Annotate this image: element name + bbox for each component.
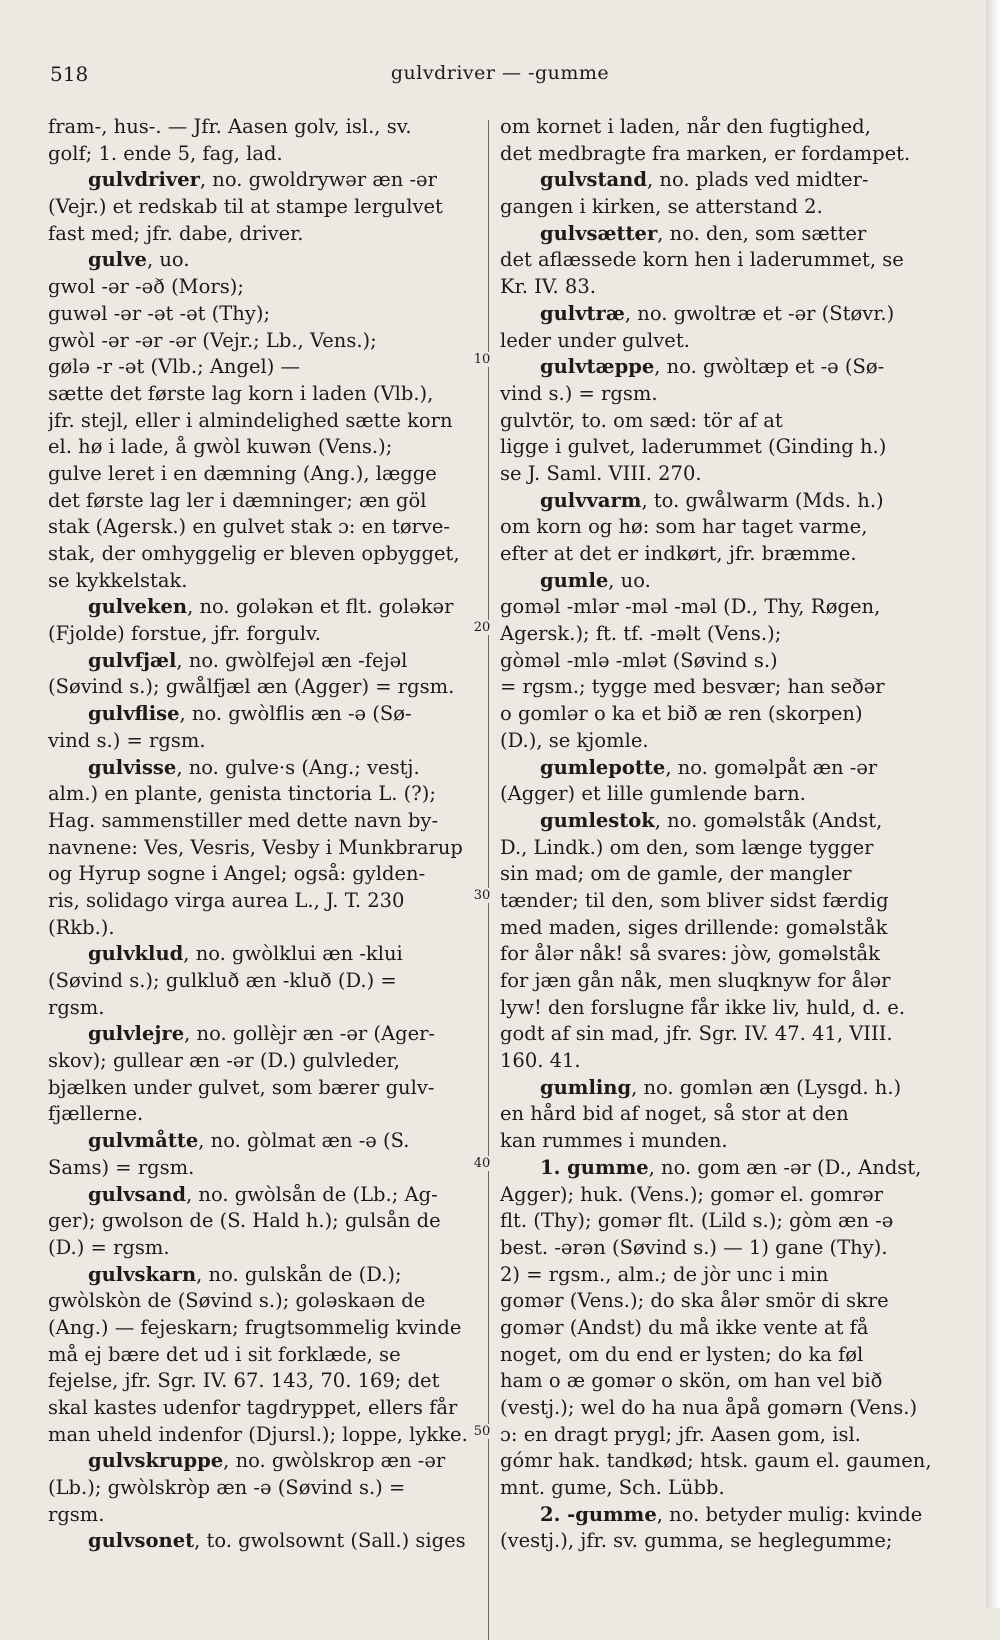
text-line: golf; 1. ende 5, fag, lad. xyxy=(48,141,283,165)
text-line: vind s.) = rgsm. xyxy=(500,381,658,405)
text-line xyxy=(500,488,938,515)
entry-text: , uo. xyxy=(146,248,190,272)
text-line xyxy=(500,1075,938,1102)
entry-text: , no. gwòlfejəl æn -fejəl xyxy=(176,648,408,672)
page-header xyxy=(0,62,1000,98)
headword: gumling xyxy=(540,1075,632,1099)
text-line: (vestj.), jfr. sv. gumma, se heglegumme; xyxy=(500,1529,893,1553)
text-line: efter at det er indkørt, jfr. bræmme. xyxy=(500,542,857,565)
headword: gumlepotte xyxy=(540,755,666,779)
text-line: sætte det første lag korn i laden (Vlb.), xyxy=(48,381,434,405)
text-line: vind s.) = rgsm. xyxy=(48,728,206,752)
text-line: en hård bid af noget, så stor at den xyxy=(500,1102,849,1126)
text-line: det aflæssede korn hen i laderummet, se xyxy=(500,248,904,272)
text-line xyxy=(48,1021,486,1048)
text-line: gómr hak. tandkød; htsk. gaum el. gaumen, xyxy=(500,1449,932,1473)
text-line: (Søvind s.); gwålfjæl æn (Agger) = rgsm. xyxy=(48,675,455,699)
text-line: om kornet i laden, når den fugtighed, xyxy=(500,115,871,138)
text-line xyxy=(500,755,938,782)
text-line: goməl -mlər -məl -məl (D., Thy, Røgen, xyxy=(500,595,881,619)
left-column xyxy=(48,114,486,1555)
entry-text: , uo. xyxy=(608,568,651,592)
headword: gulvdriver xyxy=(88,168,200,192)
text-line xyxy=(48,1182,486,1209)
text-line: leder under gulvet. xyxy=(500,328,690,352)
text-line: mnt. gume, Sch. Lübb. xyxy=(500,1476,725,1500)
text-line: flt. (Thy); gomər flt. (Lild s.); gòm æn -ə xyxy=(500,1209,894,1233)
headword: gulvflise xyxy=(88,702,180,726)
entry-text: , to. gwolsownt (Sall.) siges xyxy=(194,1529,466,1553)
text-line: (D.) = rgsm. xyxy=(48,1235,170,1259)
text-line: gòməl -mlə -mlət (Søvind s.) xyxy=(500,648,778,672)
entry-text: , no. plads ved midter- xyxy=(646,168,869,192)
right-column xyxy=(500,114,938,1555)
text-line: gomər (Vens.); do ska ålər smör di skre xyxy=(500,1289,889,1313)
text-line: 2) = rgsm., alm.; de jòr unc i min xyxy=(500,1262,829,1286)
headword: gulvskruppe xyxy=(88,1449,224,1473)
text-line: el. hø i lade, å gwòl kuwən (Vens.); xyxy=(48,435,393,459)
text-line: kan rummes i munden. xyxy=(500,1129,728,1153)
headword: gumlestok xyxy=(540,808,655,832)
text-line: best. -ərən (Søvind s.) — 1) gane (Thy). xyxy=(500,1235,888,1259)
line-number: 20 xyxy=(469,620,495,635)
text-line: skal kastes udenfor tagdryppet, ellers får xyxy=(48,1396,458,1419)
text-line: sin mad; om de gamle, der mangler xyxy=(500,862,852,886)
entry-text: , no. gwòlsån de (Lb.; Ag- xyxy=(185,1182,438,1206)
line-number: 40 xyxy=(469,1156,495,1171)
headword: gulvfjæl xyxy=(88,648,177,672)
text-line: med maden, siges drillende: goməlståk xyxy=(500,915,888,939)
text-line: gwòl -ər -ər -ər (Vejr.; Lb., Vens.); xyxy=(48,328,377,352)
text-line: rgsm. xyxy=(48,995,105,1019)
text-line: ɔ: en dragt prygl; jfr. Aasen gom, isl. xyxy=(500,1422,861,1446)
text-line: Sams) = rgsm. xyxy=(48,1155,195,1179)
text-line: fjællerne. xyxy=(48,1102,144,1126)
text-line: gølə -r -ət (Vlb.; Angel) — xyxy=(48,355,301,379)
text-line xyxy=(500,221,938,248)
headword: 2. -gumme xyxy=(540,1502,657,1526)
text-line: (Agger) et lille gumlende barn. xyxy=(500,782,806,806)
text-line: ris, solidago virga aurea L., J. T. 230 xyxy=(48,888,405,912)
text-line xyxy=(48,648,486,675)
headword: gulveken xyxy=(88,595,188,619)
text-line xyxy=(500,808,938,835)
text-line: fejelse, jfr. Sgr. IV. 67. 143, 70. 169; det xyxy=(48,1369,440,1393)
headword: gulvklud xyxy=(88,942,184,966)
text-line: navnene: Ves, Vesris, Vesby i Munkbrarup xyxy=(48,835,463,859)
text-line xyxy=(500,1502,938,1529)
text-line: alm.) en plante, genista tinctoria L. (?); xyxy=(48,782,436,806)
text-line: gomər (Andst) du må ikke vente at få xyxy=(500,1315,869,1339)
text-line xyxy=(500,301,938,328)
entry-text: , no. gulve·s (Ang.; vestj. xyxy=(176,755,420,779)
text-line: stak, der omhyggelig er bleven opbygget, xyxy=(48,542,460,565)
text-line xyxy=(48,594,486,621)
headword: gulvtæppe xyxy=(540,355,655,379)
text-line xyxy=(48,1528,486,1555)
line-number: 50 xyxy=(469,1424,495,1439)
text-line: (D.), se kjomle. xyxy=(500,728,649,752)
text-line: gulvtör, to. om sæd: tör af at xyxy=(500,408,783,432)
text-line: gangen i kirken, se atterstand 2. xyxy=(500,195,823,219)
headword: gulvtræ xyxy=(540,301,625,325)
entry-text: , no. goləkən et flt. goləkər xyxy=(187,595,454,619)
text-line: stak (Agersk.) en gulvet stak ɔ: en tørve- xyxy=(48,515,451,539)
text-line: (Søvind s.); gulkluð æn -kluð (D.) = xyxy=(48,969,397,992)
line-number: 30 xyxy=(469,888,495,903)
text-line xyxy=(48,941,486,968)
text-line: = rgsm.; tygge med besvær; han seðər xyxy=(500,675,885,699)
text-line: (Rkb.). xyxy=(48,915,115,939)
text-line: man uheld indenfor (Djursl.); loppe, lykke. xyxy=(48,1422,468,1446)
text-line: noget, om du end er lysten; do ka føl xyxy=(500,1342,864,1366)
text-line xyxy=(48,1448,486,1475)
entry-text: , no. goməlpåt æn -ər xyxy=(665,755,878,779)
headword: gulvsonet xyxy=(88,1529,195,1553)
text-line xyxy=(48,167,486,194)
text-line: guwəl -ər -ət -ət (Thy); xyxy=(48,301,271,325)
text-line xyxy=(500,568,938,595)
text-line: lyw! den forslugne får ikke liv, huld, d. e. xyxy=(500,995,906,1019)
text-line: Hag. sammenstiller med dette navn by- xyxy=(48,808,439,832)
entry-text: , no. gwoltræ et -ər (Støvr.) xyxy=(624,301,895,325)
page-number: 518 xyxy=(50,62,89,86)
text-line: ligge i gulvet, laderummet (Ginding h.) xyxy=(500,435,887,459)
text-line xyxy=(48,247,486,274)
text-line: ham o æ gomər o skön, om han vel bið xyxy=(500,1369,883,1393)
text-line: (Lb.); gwòlskròp æn -ə (Søvind s.) = xyxy=(48,1476,406,1500)
headword: gulvmåtte xyxy=(88,1129,199,1153)
text-line: se J. Saml. VIII. 270. xyxy=(500,461,702,485)
text-line xyxy=(48,755,486,782)
entry-text: , no. gwòlklui æn -klui xyxy=(183,942,403,966)
text-line: (Vejr.) et redskab til at stampe lergulvet xyxy=(48,195,443,219)
headword: gulvskarn xyxy=(88,1262,197,1286)
text-line: rgsm. xyxy=(48,1502,105,1526)
text-line: tænder; til den, som bliver sidst færdig xyxy=(500,888,889,912)
headword: gulvvarm xyxy=(540,488,642,512)
text-line: ger); gwolson de (S. Hald h.); gulsån de xyxy=(48,1209,441,1233)
text-line: gwol -ər -əð (Mors); xyxy=(48,275,244,299)
entry-text: , no. gwòlskrop æn -ər xyxy=(223,1449,446,1473)
text-line: 160. 41. xyxy=(500,1049,581,1073)
text-line xyxy=(500,167,938,194)
text-line: for ålər nåk! så svares: jòw, goməlståk xyxy=(500,942,880,966)
text-line: se kykkelstak. xyxy=(48,568,188,592)
text-line: Agersk.); ft. tf. -məlt (Vens.); xyxy=(500,622,782,646)
entry-text: , no. betyder mulig: kvinde xyxy=(656,1502,923,1526)
text-line: (Fjolde) forstue, jfr. forgulv. xyxy=(48,622,321,646)
headword: gulve xyxy=(88,248,147,272)
text-line: bjælken under gulvet, som bærer gulv- xyxy=(48,1075,435,1099)
text-line xyxy=(500,1155,938,1182)
text-line xyxy=(48,701,486,728)
entry-text: , no. gollèjr æn -ər (Ager- xyxy=(184,1022,436,1046)
headword: gulvisse xyxy=(88,755,177,779)
text-line: Agger); huk. (Vens.); gomər el. gomrər xyxy=(500,1182,884,1206)
entry-text: , no. gwòltæp et -ə (Sø- xyxy=(654,355,885,379)
text-line: gwòlskòn de (Søvind s.); goləskaən de xyxy=(48,1289,426,1313)
text-line: Kr. IV. 83. xyxy=(500,275,596,299)
entry-text: , no. gulskån de (D.); xyxy=(196,1262,402,1286)
text-line: D., Lindk.) om den, som længe tygger xyxy=(500,835,874,859)
text-line: jfr. stejl, eller i almindelighed sætte korn xyxy=(48,408,453,432)
text-line: må ej bære det ud i sit forklæde, se xyxy=(48,1342,401,1366)
headword: gulvstand xyxy=(540,168,647,192)
text-line xyxy=(48,1262,486,1289)
entry-text: , no. gòlmat æn -ə (S. xyxy=(198,1129,410,1153)
text-line: fast med; jfr. dabe, driver. xyxy=(48,221,304,245)
entry-text: , no. den, som sætter xyxy=(657,221,867,245)
entry-text: , no. gom æn -ər (D., Andst, xyxy=(648,1155,922,1179)
entry-text: , to. gwålwarm (Mds. h.) xyxy=(641,488,884,512)
text-line: for jæn gån nåk, men sluqknyw for ålər xyxy=(500,969,891,992)
entry-text: , no. gwòlflis æn -ə (Sø- xyxy=(179,702,412,726)
entry-text: , no. gwoldrywər æn -ər xyxy=(199,168,437,192)
headword: 1. gumme xyxy=(540,1155,649,1179)
headword: gumle xyxy=(540,568,609,592)
column-divider xyxy=(488,120,489,1640)
headword: gulvsætter xyxy=(540,221,658,245)
text-line xyxy=(500,354,938,381)
running-title: gulvdriver — -gumme xyxy=(390,62,610,84)
line-number: 10 xyxy=(469,352,495,367)
entry-text: , no. goməlståk (Andst, xyxy=(654,808,883,832)
page-edge xyxy=(986,0,1000,1608)
text-line: om korn og hø: som har taget varme, xyxy=(500,515,868,539)
text-line: (Ang.) — fejeskarn; frugtsommelig kvinde xyxy=(48,1315,462,1339)
text-line: fram-, hus-. — Jfr. Aasen golv, isl., sv. xyxy=(48,115,412,138)
text-line: og Hyrup sogne i Angel; også: gylden- xyxy=(48,862,426,886)
text-line: gulve leret i en dæmning (Ang.), lægge xyxy=(48,461,437,485)
text-line: det første lag ler i dæmninger; æn göl xyxy=(48,488,427,512)
text-line: (vestj.); wel do ha nua åpå gomərn (Vens.) xyxy=(500,1396,918,1419)
headword: gulvsand xyxy=(88,1182,186,1206)
text-line: o gomlər o ka et bið æ ren (skorpen) xyxy=(500,702,863,726)
text-line: godt af sin mad, jfr. Sgr. IV. 47. 41, VIII. xyxy=(500,1022,893,1046)
text-line: skov); gullear æn -ər (D.) gulvleder, xyxy=(48,1049,400,1073)
headword: gulvlejre xyxy=(88,1022,185,1046)
entry-text: , no. gomlən æn (Lysgd. h.) xyxy=(631,1075,902,1099)
text-line xyxy=(48,1128,486,1155)
text-line: det medbragte fra marken, er fordampet. xyxy=(500,141,911,165)
